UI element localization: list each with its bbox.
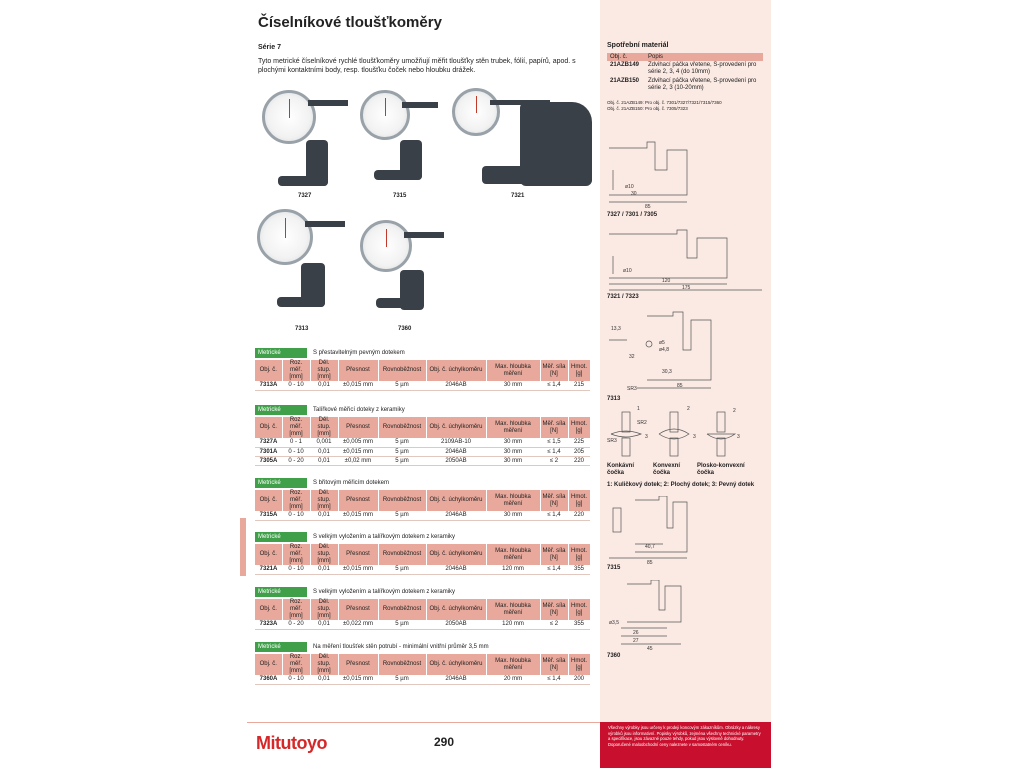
spec-table [255,490,591,521]
table-cell: ≤ 2 [540,456,568,465]
column-header: Obj. č. úchylkoměru [426,490,486,511]
lens-label-concave: Konkávní čočka [607,463,635,476]
lens-sr1: SR2 [637,420,647,426]
column-header: Roz. měř. [mm] [282,490,310,511]
table-cell: 5 µm [378,438,426,447]
table-cell: 5 µm [378,511,426,520]
gauge-label-7321: 7321 [511,193,525,199]
table-cell: 7305A [255,456,282,465]
table-cell: 5 µm [378,675,426,684]
dim-b3: 175 [682,285,691,291]
drawing-label-4: 7315 [607,565,621,571]
dim-f2: 26 [633,630,639,636]
dim-a3: 85 [645,204,651,210]
table-row [607,61,763,77]
table-cell: 7323A [255,620,282,629]
drawing-label-1: 7327 / 7301 / 7305 [607,212,658,218]
column-header: Přesnost [338,599,378,620]
section-description: Talířkové měřicí doteky z keramiky [313,407,405,413]
column-header: Max. hloubka měření [486,417,540,438]
table-cell: 215 [568,381,590,390]
dim-f4: 45 [647,646,653,652]
table-cell: 7315A [255,511,282,520]
column-header: Obj. č. [255,417,282,438]
column-header: Obj. č. úchylkoměru [426,360,486,381]
column-header: Max. hloubka měření [486,599,540,620]
column-header: Max. hloubka měření [486,544,540,565]
spec-table [255,360,591,391]
dim-f1: ø3,5 [609,620,620,626]
column-header: Měř. síla [N] [540,544,568,565]
gauge-image-7360 [358,220,448,325]
table-cell: 0,01 [310,675,338,684]
column-header: Měř. síla [N] [540,490,568,511]
table-cell: 0 - 20 [282,456,310,465]
column-header: Měř. síla [N] [540,417,568,438]
page-title: Číselníkové tloušťkoměry [258,14,442,31]
table-cell: 2050AB [426,620,486,629]
column-header: Obj. č. úchylkoměru [426,417,486,438]
table-cell: ±0,015 mm [338,381,378,390]
cons-note-2: Obj. č. 21AZB150: Pro obj. č. 7305/7323 [607,105,688,111]
table-cell: 0 - 10 [282,511,310,520]
dim-c4: 85 [677,383,683,389]
metric-tag: Metrické [255,587,307,597]
column-header: Obj. č. úchylkoměru [426,654,486,675]
gauge-label-7315: 7315 [393,193,407,199]
table-cell: ±0,022 mm [338,620,378,629]
lens-n5: 3 [693,434,696,440]
table-cell: 0,001 [310,438,338,447]
table-cell: 5 µm [378,456,426,465]
lens-label-convex: Konvexní čočka [653,463,681,476]
consumables-table [607,53,763,93]
column-header: Obj. č. [255,490,282,511]
table-cell: 2046AB [426,381,486,390]
consumables-title: Spotřební materiál [607,42,669,49]
table-cell: 7321A [255,565,282,574]
section-description: S přestavitelným pevným dotekem [313,350,405,356]
table-cell: 30 mm [486,447,540,456]
column-header: Děl. stup. [mm] [310,360,338,381]
cons-id: 21AZB149 [610,62,640,68]
disclaimer-text: Všechny výrobky jsou určeny k prodeji koncovým zákazníkům. Obrázky a nákresy výrobků jsou informativní. Popisky výrobků, zejména všechny technické parametry a specifikace, jsou závazné pouze tehdy, pokud jsou výslovně dohodnuty. Doporučené maloobchodní ceny naleznete v samostatném ceníku. [600,722,771,768]
metric-tag: Metrické [255,348,307,358]
column-header: Max. hloubka měření [486,490,540,511]
column-header: Rovnoběžnost [378,654,426,675]
gauge-image-7313 [255,205,350,320]
lens-n3a: 2 [733,408,736,414]
column-header: Roz. měř. [mm] [282,544,310,565]
table-cell: ≤ 1,4 [540,447,568,456]
table-cell: 205 [568,447,590,456]
column-header: Měř. síla [N] [540,599,568,620]
table-cell: ±0,015 mm [338,447,378,456]
column-header: Měř. síla [N] [540,654,568,675]
table-row [255,511,590,520]
table-cell: 7313A [255,381,282,390]
table-cell: ±0,02 mm [338,456,378,465]
table-row [255,381,590,390]
column-header: Obj. č. [255,360,282,381]
drawing-label-2: 7321 / 7323 [607,294,639,300]
column-header: Obj. č. [255,599,282,620]
drawing-7327 [607,140,767,210]
table-cell: ±0,015 mm [338,511,378,520]
cons-note-1: Obj. č. 21AZB149: Pro obj. č. 7301/7327/7321/7315/7360 [607,100,722,105]
technical-drawing [607,496,767,566]
metric-tag: Metrické [255,532,307,542]
column-header: Přesnost [338,417,378,438]
cons-desc: Zdvihací páčka vřetene, S-provedení pro série 2, 3 (10-20mm) [648,78,757,91]
table-cell: 120 mm [486,620,540,629]
table-cell: ≤ 1,4 [540,675,568,684]
column-header: Děl. stup. [mm] [310,490,338,511]
section-description: S břitovým měřicím dotekem [313,480,390,486]
page-number: 290 [434,735,455,749]
table-cell: 30 mm [486,456,540,465]
table-cell: 30 mm [486,381,540,390]
column-header: Hmot. [g] [568,654,590,675]
technical-drawing [607,310,767,395]
table-cell: 30 mm [486,511,540,520]
table-cell: ±0,015 mm [338,565,378,574]
table-cell: 120 mm [486,565,540,574]
dim-c5: SR3 [627,386,637,392]
table-cell: 2046AB [426,565,486,574]
table-cell: 0,01 [310,620,338,629]
spec-table [255,544,591,575]
table-cell: 355 [568,620,590,629]
lens-n1: 1 [637,406,640,412]
column-header: Roz. měř. [mm] [282,599,310,620]
table-row [255,438,590,447]
column-header: Přesnost [338,360,378,381]
dim-c2: ø4,8 [659,347,670,353]
drawing-7360 [607,580,767,652]
consumables-note [607,100,767,111]
column-header: Děl. stup. [mm] [310,417,338,438]
table-cell: ±0,015 mm [338,675,378,684]
dim-c6: 13,3 [611,326,621,332]
table-cell: ≤ 2 [540,620,568,629]
gauge-image-7327 [258,90,348,200]
spec-table [255,417,591,466]
lens-drawing [607,404,767,462]
table-cell: 0,01 [310,447,338,456]
intro-text: Tyto metrické číselníkové rychlé tloušťkoměry umožňují měřit tloušťky stěn trubek, fólií, papírů, apod. s plochými kontaktními body, resp. tloušťku čoček nebo hloubku drážek. [258,58,576,74]
table-cell: 7360A [255,675,282,684]
drawing-label-3: 7313 [607,396,621,402]
spec-table [255,599,591,630]
cons-desc: Zdvihací páčka vřetene, S-provedení pro série 2, 3, 4 (do 10mm) [648,62,757,75]
column-header: Hmot. [g] [568,599,590,620]
table-row [255,447,590,456]
table-cell: 0,01 [310,511,338,520]
technical-drawing [607,580,767,652]
gauge-label-7327: 7327 [298,193,312,199]
drawing-7321 [607,228,767,293]
dim-c1: ø5 [659,340,665,346]
column-header: Hmot. [g] [568,360,590,381]
column-header: Rovnoběžnost [378,490,426,511]
table-cell: 0 - 20 [282,620,310,629]
spec-table [255,654,591,685]
drawing-7313 [607,310,767,395]
table-cell: 0 - 10 [282,447,310,456]
column-header: Přesnost [338,544,378,565]
dim-c3: 30,3 [662,369,672,375]
table-cell: 200 [568,675,590,684]
dim-f3: 27 [633,638,639,644]
gauge-label-7360: 7360 [398,326,412,332]
side-marker [240,518,246,576]
gauge-label-7313: 7313 [295,326,309,332]
table-cell: ≤ 1,4 [540,565,568,574]
table-cell: 7301A [255,447,282,456]
column-header: Děl. stup. [mm] [310,654,338,675]
table-row [255,456,590,465]
lens-sr2: SR3 [607,438,617,444]
table-cell: ≤ 1,4 [540,511,568,520]
table-cell: 0,01 [310,381,338,390]
table-cell: 0,01 [310,456,338,465]
section-description: S velkým vyložením a talířkovým dotekem z keramiky [313,589,456,595]
lens-diagram [607,404,767,462]
column-header: Hmot. [g] [568,417,590,438]
column-header: Obj. č. úchylkoměru [426,544,486,565]
column-header: Obj. č. [255,544,282,565]
brand-logo: Mitutoyo [256,733,327,753]
lens-n4: 3 [645,434,648,440]
series-label: Série 7 [258,44,281,51]
table-cell: 225 [568,438,590,447]
metric-tag: Metrické [255,405,307,415]
table-row [255,620,590,629]
table-row [607,77,763,93]
gauge-image-7315 [358,90,448,200]
table-cell: 2046AB [426,447,486,456]
cons-id: 21AZB150 [610,78,640,84]
column-header: Rovnoběžnost [378,544,426,565]
lens-note: 1: Kuličkový dotek; 2: Plochý dotek; 3: Pevný dotek [607,482,755,488]
table-cell: 5 µm [378,565,426,574]
column-header: Roz. měř. [mm] [282,654,310,675]
technical-drawing [607,140,767,210]
table-cell: 0 - 10 [282,675,310,684]
table-cell: 0,01 [310,565,338,574]
dim-a2: 30 [631,191,637,197]
table-cell: ±0,005 mm [338,438,378,447]
dim-a1: ø10 [625,184,634,190]
column-header: Max. hloubka měření [486,654,540,675]
column-header: Děl. stup. [mm] [310,599,338,620]
column-header: Obj. č. úchylkoměru [426,599,486,620]
table-cell: 2109AB-10 [426,438,486,447]
table-cell: 0 - 10 [282,381,310,390]
lens-n2: 2 [687,406,690,412]
column-header: Hmot. [g] [568,544,590,565]
cons-header-id: Obj. č. [607,53,645,61]
table-cell: 0 - 1 [282,438,310,447]
table-row [255,675,590,684]
column-header: Obj. č. [255,654,282,675]
column-header: Roz. měř. [mm] [282,417,310,438]
lens-label-planoconvex: Plosko-konvexní čočka [697,463,745,476]
dim-e2: 85 [647,560,653,566]
table-cell: ≤ 1,5 [540,438,568,447]
dim-c7: 32 [629,354,635,360]
column-header: Rovnoběžnost [378,599,426,620]
table-cell: 5 µm [378,447,426,456]
dim-b1: ø10 [623,268,632,274]
table-row [255,565,590,574]
column-header: Přesnost [338,490,378,511]
table-cell: 2046AB [426,675,486,684]
column-header: Měř. síla [N] [540,360,568,381]
table-cell: 220 [568,456,590,465]
footer-divider [247,722,600,723]
column-header: Roz. měř. [mm] [282,360,310,381]
table-cell: 30 mm [486,438,540,447]
table-cell: 2046AB [426,511,486,520]
column-header: Rovnoběžnost [378,360,426,381]
table-cell: 5 µm [378,381,426,390]
table-cell: 20 mm [486,675,540,684]
table-cell: 7327A [255,438,282,447]
column-header: Přesnost [338,654,378,675]
section-description: Na měření tloušťek stěn potrubí - minimální vnitřní průměr 3,5 mm [313,644,489,650]
column-header: Hmot. [g] [568,490,590,511]
table-cell: 2050AB [426,456,486,465]
table-cell: ≤ 1,4 [540,381,568,390]
column-header: Max. hloubka měření [486,360,540,381]
gauge-image-7321 [450,88,595,193]
table-cell: 0 - 10 [282,565,310,574]
cons-header-desc: Popis [645,53,763,61]
column-header: Děl. stup. [mm] [310,544,338,565]
drawing-7315 [607,496,767,566]
table-cell: 220 [568,511,590,520]
table-cell: 355 [568,565,590,574]
dim-e1: 40,7 [645,544,655,550]
column-header: Rovnoběžnost [378,417,426,438]
section-description: S velkým vyložením a talířkovým dotekem z keramiky [313,534,456,540]
dim-b2: 120 [662,278,671,284]
drawing-label-5: 7360 [607,653,621,659]
metric-tag: Metrické [255,478,307,488]
metric-tag: Metrické [255,642,307,652]
lens-n6: 3 [737,434,740,440]
technical-drawing [607,228,767,293]
table-cell: 5 µm [378,620,426,629]
